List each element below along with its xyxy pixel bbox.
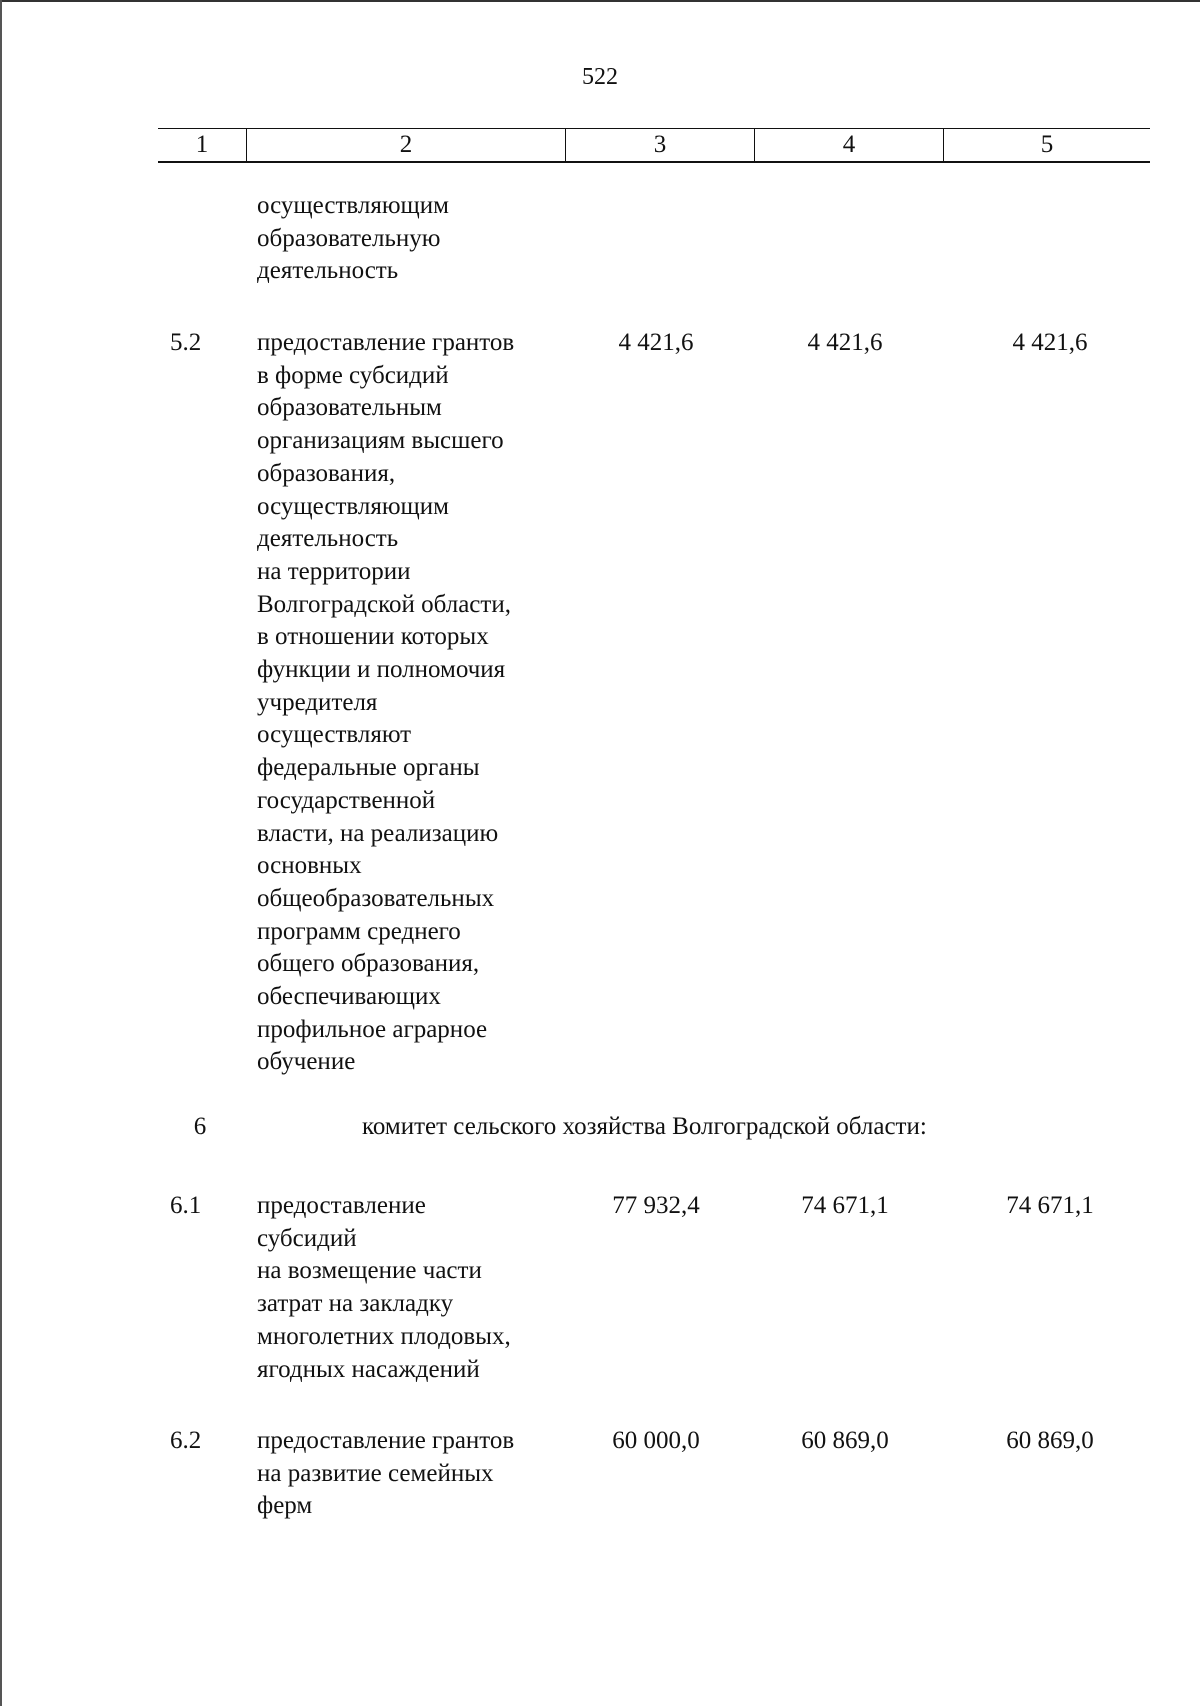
row-value-col-5: 74 671,1: [1006, 1192, 1094, 1219]
row-value-col-3: 4 421,6: [618, 329, 694, 356]
header-col-4: 4: [842, 131, 856, 158]
row-number: 6.1: [170, 1192, 202, 1219]
section-title: комитет сельского хозяйства Волгоградской области:: [362, 1113, 927, 1140]
row-value-col-4: 4 421,6: [807, 329, 883, 356]
row-value-col-4: 60 869,0: [801, 1427, 889, 1454]
row-description: предоставление грантов на развитие семейных ферм: [257, 1427, 515, 1520]
row-value-col-5: 60 869,0: [1006, 1427, 1094, 1454]
row-value-col-4: 74 671,1: [801, 1192, 889, 1219]
page-number: 522: [582, 64, 618, 90]
row-description: предоставление субсидий на возмещение части затрат на закладку многолетних плодовых, ягодных насаждений: [257, 1192, 511, 1383]
header-col-3: 3: [653, 131, 667, 158]
row-description: предоставление грантов в форме субсидий образовательным организациям высшего образования, осуществляющим деятельность на территории Волгоградской области, в отношении которых функции и полномочия учредителя осуществляют федеральные органы государственной власти, на реализацию основных общеобразовательных программ среднего общего образования, обеспечивающих профильное аграрное обучение: [257, 329, 515, 1076]
row-value-col-3: 77 932,4: [612, 1192, 700, 1219]
header-col-2: 2: [399, 131, 413, 158]
header-col-1: 1: [195, 131, 209, 158]
row-number: 5.2: [170, 329, 202, 356]
scan-border-top: [0, 0, 1200, 2]
scan-border-left: [0, 0, 2, 1706]
row-number: 6.2: [170, 1427, 202, 1454]
row-value-col-5: 4 421,6: [1012, 329, 1088, 356]
table-header: [158, 128, 1150, 163]
header-col-5: 5: [1040, 131, 1054, 158]
row-continuation-description: осуществляющим образовательную деятельность: [257, 192, 449, 285]
row-value-col-3: 60 000,0: [612, 1427, 700, 1454]
section-number: 6: [193, 1113, 207, 1140]
